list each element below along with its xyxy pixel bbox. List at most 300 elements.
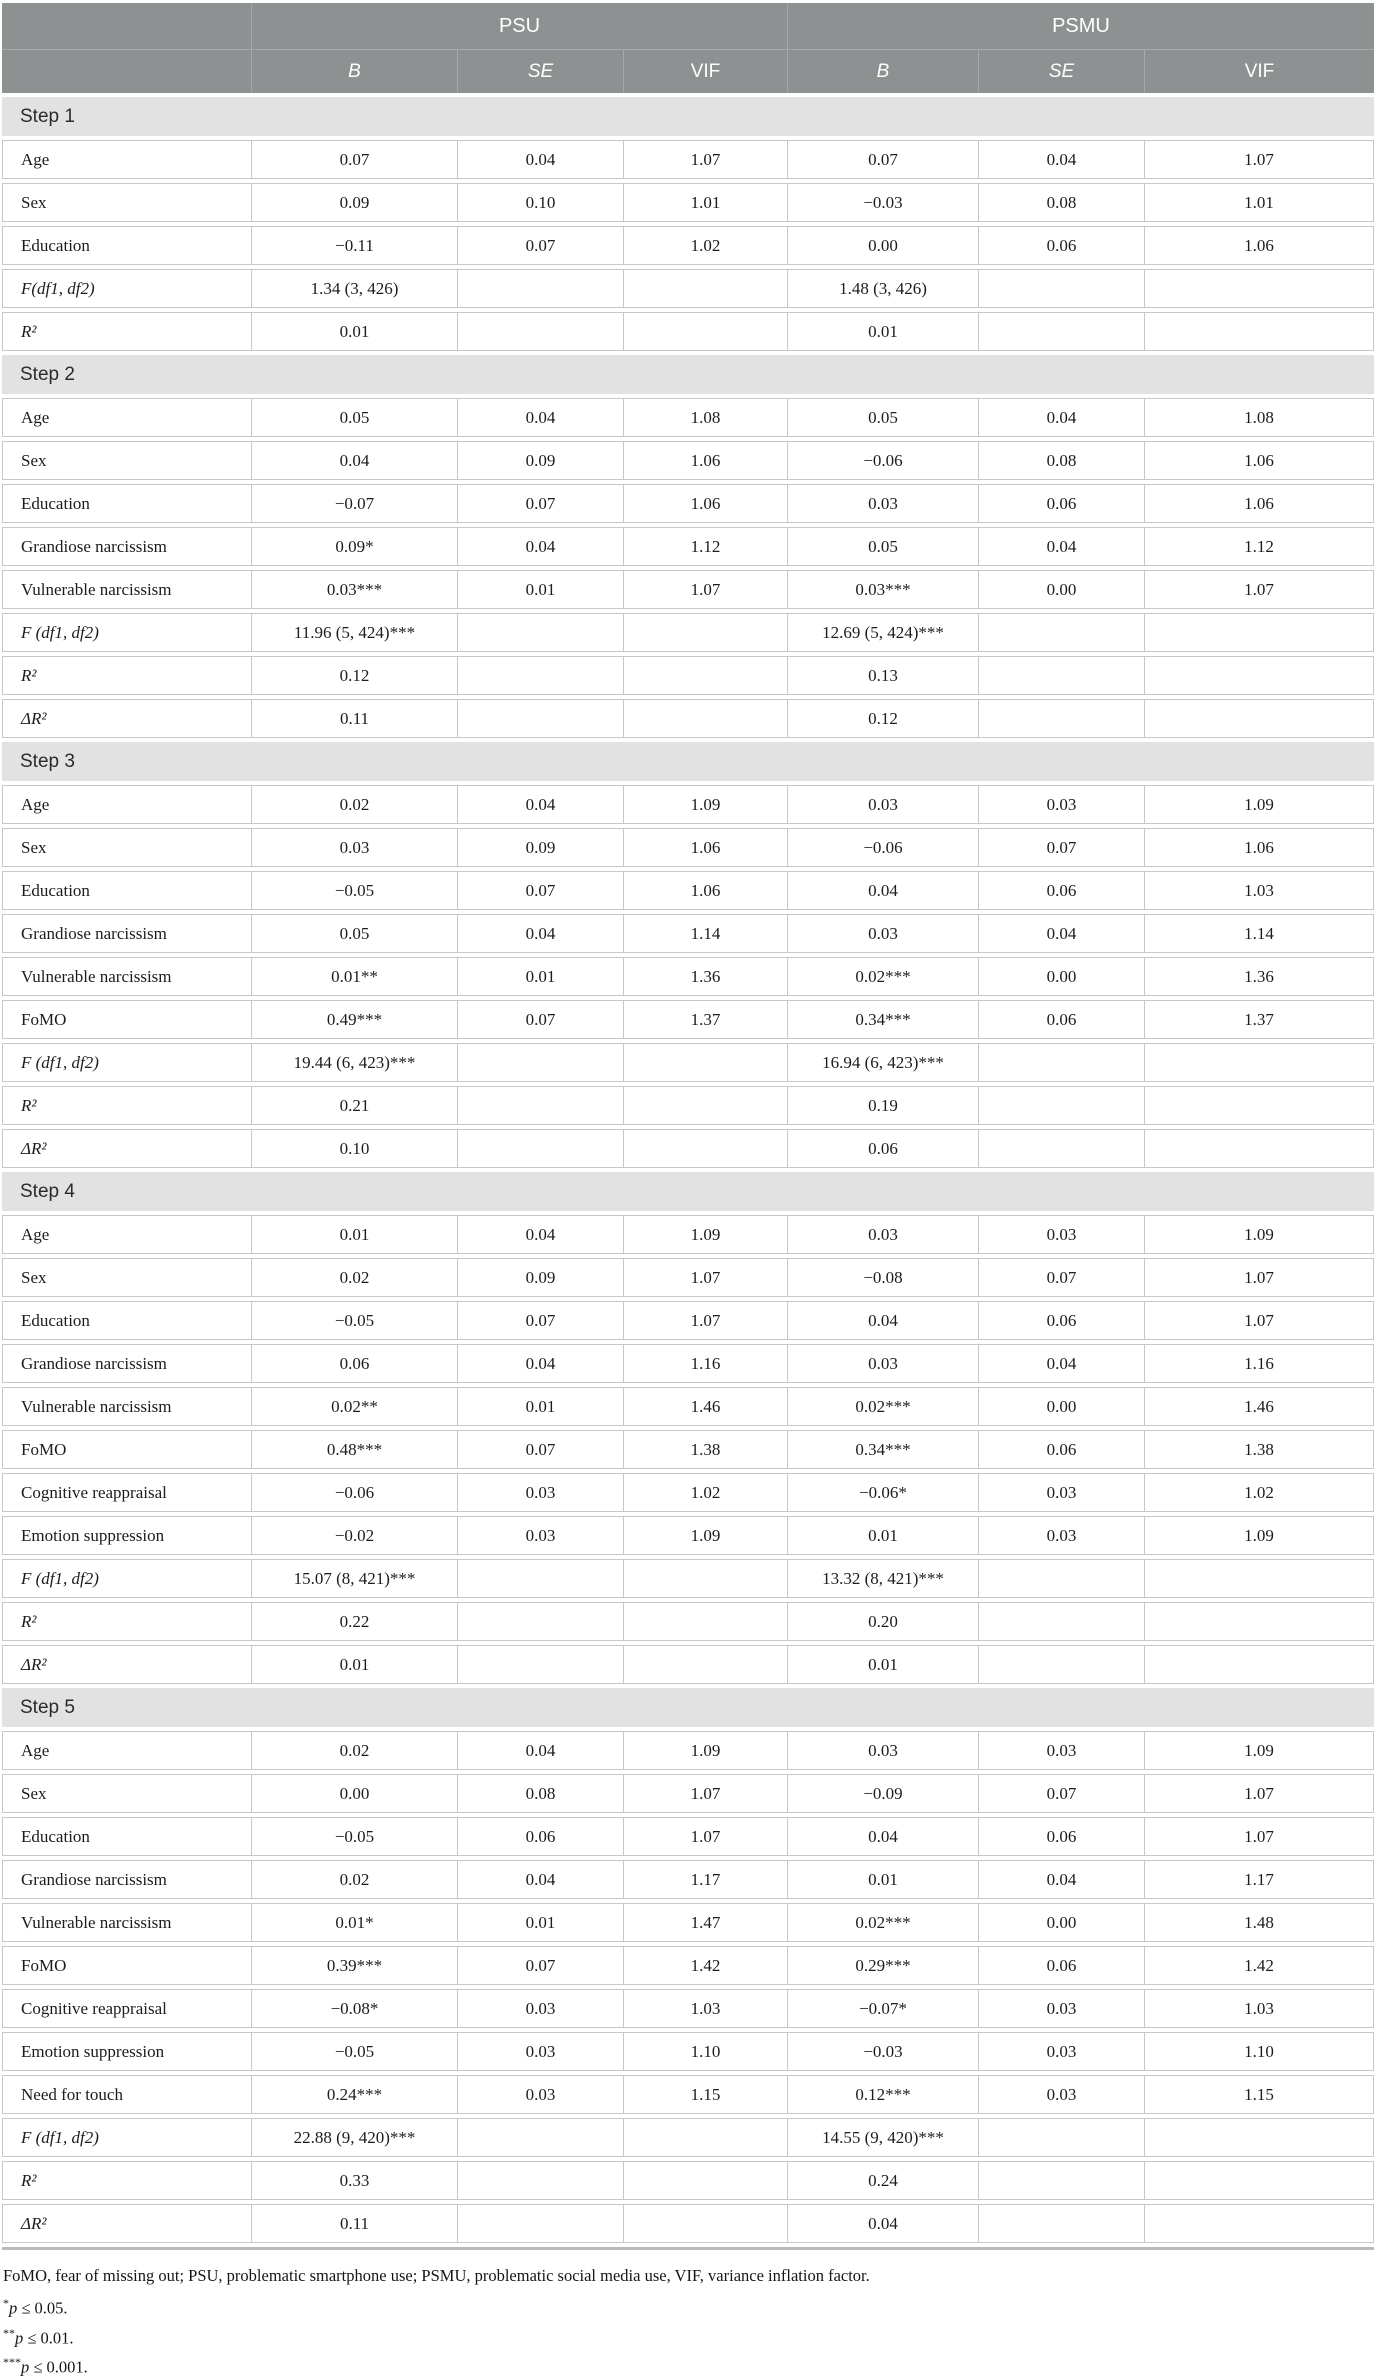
- row-label: Emotion suppression: [2, 1516, 251, 1555]
- table-cell: 0.04: [978, 1344, 1144, 1383]
- table-cell: [623, 1602, 787, 1641]
- table-row: [2, 570, 1374, 609]
- table-cell: 0.04: [251, 441, 457, 480]
- table-cell: [623, 1129, 787, 1168]
- row-label: ΔR²: [2, 1645, 251, 1684]
- table-cell: 0.24***: [251, 2075, 457, 2114]
- table-cell: 0.04: [457, 140, 623, 179]
- table-cell: 0.00: [978, 1387, 1144, 1426]
- table-cell: [1144, 1043, 1374, 1082]
- table-cell: [1144, 269, 1374, 308]
- table-cell: 0.03: [978, 2032, 1144, 2071]
- table-cell: 0.04: [787, 2204, 978, 2243]
- table-row: [2, 1946, 1374, 1985]
- table-cell: [457, 1645, 623, 1684]
- table-row: [2, 1774, 1374, 1813]
- table-cell: 0.03: [978, 1215, 1144, 1254]
- row-label: Age: [2, 1215, 251, 1254]
- table-cell: 0.00: [787, 226, 978, 265]
- row-label: Age: [2, 398, 251, 437]
- table-row: [2, 1903, 1374, 1942]
- table-cell: 0.34***: [787, 1000, 978, 1039]
- table-bottom-rule: [2, 2247, 1374, 2250]
- table-cell: 0.04: [787, 1817, 978, 1856]
- table-cell: 1.06: [623, 441, 787, 480]
- table-cell: [457, 1129, 623, 1168]
- table-cell: 0.12: [251, 656, 457, 695]
- table-cell: [1144, 656, 1374, 695]
- table-cell: 0.06: [978, 1301, 1144, 1340]
- table-cell: 0.11: [251, 2204, 457, 2243]
- table-cell: 0.04: [457, 785, 623, 824]
- table-cell: 0.03: [787, 1731, 978, 1770]
- table-cell: 1.46: [1144, 1387, 1374, 1426]
- subheader-b: B: [787, 50, 978, 93]
- table-row: [2, 1215, 1374, 1254]
- table-row: [2, 914, 1374, 953]
- table-cell: 12.69 (5, 424)***: [787, 613, 978, 652]
- table-cell: [978, 656, 1144, 695]
- table-row: [2, 613, 1374, 652]
- column-group-psmu: PSMU: [787, 3, 1374, 49]
- table-cell: [457, 613, 623, 652]
- table-cell: 0.04: [978, 140, 1144, 179]
- row-label: ΔR²: [2, 2204, 251, 2243]
- table-row: [2, 957, 1374, 996]
- table-cell: 0.06: [978, 484, 1144, 523]
- table-row: [2, 1000, 1374, 1039]
- table-cell: 0.04: [978, 398, 1144, 437]
- table-cell: 1.46: [623, 1387, 787, 1426]
- table-cell: 1.09: [1144, 1215, 1374, 1254]
- table-cell: [1144, 2118, 1374, 2157]
- table-cell: 1.09: [1144, 1731, 1374, 1770]
- corner-empty-cell: [2, 3, 251, 49]
- table-cell: 0.09: [457, 441, 623, 480]
- table-cell: 0.33: [251, 2161, 457, 2200]
- table-cell: 1.02: [623, 226, 787, 265]
- table-cell: 0.01: [251, 1645, 457, 1684]
- table-cell: −0.06: [787, 441, 978, 480]
- table-cell: 1.17: [1144, 1860, 1374, 1899]
- table-cell: [978, 1559, 1144, 1598]
- table-cell: 0.29***: [787, 1946, 978, 1985]
- table-cell: 0.03: [457, 2032, 623, 2071]
- table-cell: [1144, 2161, 1374, 2200]
- table-cell: 0.07: [978, 1258, 1144, 1297]
- table-cell: [457, 1602, 623, 1641]
- table-cell: 1.14: [623, 914, 787, 953]
- table-cell: 15.07 (8, 421)***: [251, 1559, 457, 1598]
- table-cell: 0.10: [251, 1129, 457, 1168]
- table-cell: 22.88 (9, 420)***: [251, 2118, 457, 2157]
- row-label: Education: [2, 871, 251, 910]
- table-cell: 0.12***: [787, 2075, 978, 2114]
- table-cell: [623, 2161, 787, 2200]
- step-section-header: Step 4: [2, 1172, 1374, 1211]
- table-cell: 0.07: [457, 226, 623, 265]
- table-cell: [1144, 613, 1374, 652]
- table-cell: 0.02***: [787, 1387, 978, 1426]
- table-cell: 0.34***: [787, 1430, 978, 1469]
- table-cell: 0.06: [251, 1344, 457, 1383]
- table-cell: [1144, 1645, 1374, 1684]
- table-cell: 1.03: [1144, 871, 1374, 910]
- table-cell: [978, 1129, 1144, 1168]
- table-row: [2, 2075, 1374, 2114]
- table-cell: −0.02: [251, 1516, 457, 1555]
- table-cell: 1.07: [623, 1301, 787, 1340]
- table-row: [2, 183, 1374, 222]
- table-cell: [978, 1043, 1144, 1082]
- subheader-vif: VIF: [1144, 50, 1374, 93]
- subheader-se: SE: [978, 50, 1144, 93]
- table-cell: 0.08: [978, 441, 1144, 480]
- table-cell: [457, 656, 623, 695]
- table-cell: [623, 699, 787, 738]
- row-label: Sex: [2, 441, 251, 480]
- table-cell: [623, 656, 787, 695]
- table-cell: 0.03: [457, 1516, 623, 1555]
- step-section-header: Step 5: [2, 1688, 1374, 1727]
- table-row: [2, 1516, 1374, 1555]
- table-cell: 1.09: [623, 1516, 787, 1555]
- table-cell: [978, 312, 1144, 351]
- table-cell: 0.04: [787, 1301, 978, 1340]
- table-cell: 0.03***: [787, 570, 978, 609]
- table-cell: 0.01: [787, 1516, 978, 1555]
- table-cell: [1144, 312, 1374, 351]
- table-cell: 0.24: [787, 2161, 978, 2200]
- table-cell: 1.07: [623, 1258, 787, 1297]
- table-cell: 0.04: [978, 914, 1144, 953]
- table-cell: 0.07: [251, 140, 457, 179]
- subheader-vif: VIF: [623, 50, 787, 93]
- table-cell: 0.06: [978, 1817, 1144, 1856]
- table-cell: 11.96 (5, 424)***: [251, 613, 457, 652]
- table-cell: 0.09*: [251, 527, 457, 566]
- table-cell: [457, 2204, 623, 2243]
- table-cell: 0.01: [251, 1215, 457, 1254]
- row-label: Age: [2, 1731, 251, 1770]
- table-cell: 0.06: [978, 1000, 1144, 1039]
- row-label: Education: [2, 1301, 251, 1340]
- significance-note: **p ≤ 0.01.: [3, 2325, 74, 2347]
- table-cell: 0.07: [978, 1774, 1144, 1813]
- table-cell: [978, 2118, 1144, 2157]
- table-row: [2, 1473, 1374, 1512]
- table-cell: 1.07: [623, 570, 787, 609]
- table-cell: 1.02: [623, 1473, 787, 1512]
- table-cell: 1.15: [1144, 2075, 1374, 2114]
- table-cell: 0.07: [457, 1301, 623, 1340]
- row-label: Grandiose narcissism: [2, 1860, 251, 1899]
- table-cell: 0.07: [457, 1430, 623, 1469]
- table-cell: 1.38: [623, 1430, 787, 1469]
- table-cell: 1.06: [1144, 484, 1374, 523]
- table-row: [2, 871, 1374, 910]
- row-label: Education: [2, 1817, 251, 1856]
- table-cell: 0.01: [457, 1903, 623, 1942]
- table-cell: [978, 2204, 1144, 2243]
- table-cell: −0.08*: [251, 1989, 457, 2028]
- row-label: Sex: [2, 828, 251, 867]
- table-cell: [623, 269, 787, 308]
- row-label: Grandiose narcissism: [2, 1344, 251, 1383]
- table-cell: 1.34 (3, 426): [251, 269, 457, 308]
- table-cell: 1.17: [623, 1860, 787, 1899]
- table-cell: 1.09: [623, 1731, 787, 1770]
- table-cell: 0.03: [787, 484, 978, 523]
- row-label: Vulnerable narcissism: [2, 1903, 251, 1942]
- table-cell: 0.06: [978, 1430, 1144, 1469]
- table-cell: 1.07: [1144, 1258, 1374, 1297]
- step-section-header: Step 1: [2, 97, 1374, 136]
- table-cell: −0.09: [787, 1774, 978, 1813]
- table-cell: 0.00: [978, 1903, 1144, 1942]
- table-cell: 0.03: [457, 2075, 623, 2114]
- table-cell: 0.01: [787, 312, 978, 351]
- table-cell: 1.16: [623, 1344, 787, 1383]
- table-cell: −0.06*: [787, 1473, 978, 1512]
- table-cell: 0.01: [457, 570, 623, 609]
- table-cell: [1144, 1129, 1374, 1168]
- table-cell: 1.08: [623, 398, 787, 437]
- table-cell: [457, 2118, 623, 2157]
- table-cell: [623, 2118, 787, 2157]
- step-section-header: Step 2: [2, 355, 1374, 394]
- hierarchical-regression-table: [2, 3, 1374, 2250]
- table-cell: 0.03: [457, 1989, 623, 2028]
- row-label: ΔR²: [2, 699, 251, 738]
- significance-note: ***p ≤ 0.001.: [3, 2355, 88, 2377]
- table-cell: [623, 1043, 787, 1082]
- table-row: [2, 527, 1374, 566]
- row-label: Sex: [2, 1258, 251, 1297]
- table-cell: 1.06: [623, 484, 787, 523]
- row-label: Emotion suppression: [2, 2032, 251, 2071]
- table-cell: 0.06: [787, 1129, 978, 1168]
- table-cell: 0.04: [787, 871, 978, 910]
- table-cell: 0.01: [457, 1387, 623, 1426]
- table-cell: 1.36: [1144, 957, 1374, 996]
- table-cell: −0.06: [251, 1473, 457, 1512]
- table-row: [2, 699, 1374, 738]
- table-cell: 1.42: [1144, 1946, 1374, 1985]
- table-cell: [1144, 1559, 1374, 1598]
- table-cell: 0.03: [978, 2075, 1144, 2114]
- row-label: F (df1, df2): [2, 613, 251, 652]
- table-cell: [978, 1086, 1144, 1125]
- table-cell: −0.03: [787, 2032, 978, 2071]
- table-cell: 1.16: [1144, 1344, 1374, 1383]
- row-label: Age: [2, 785, 251, 824]
- table-cell: 0.03: [978, 785, 1144, 824]
- table-cell: 0.03***: [251, 570, 457, 609]
- table-cell: 0.07: [457, 871, 623, 910]
- table-cell: [457, 269, 623, 308]
- row-label: Vulnerable narcissism: [2, 1387, 251, 1426]
- table-row: [2, 828, 1374, 867]
- table-cell: 1.07: [623, 1817, 787, 1856]
- table-cell: 0.09: [251, 183, 457, 222]
- table-cell: 0.05: [251, 914, 457, 953]
- table-cell: 0.07: [457, 1946, 623, 1985]
- row-label: Need for touch: [2, 2075, 251, 2114]
- table-cell: [457, 1559, 623, 1598]
- table-cell: 1.06: [1144, 828, 1374, 867]
- table-cell: 0.11: [251, 699, 457, 738]
- table-cell: 0.01: [787, 1645, 978, 1684]
- table-cell: [1144, 1602, 1374, 1641]
- table-cell: 0.04: [457, 1860, 623, 1899]
- table-cell: 1.06: [623, 828, 787, 867]
- table-row: [2, 1129, 1374, 1168]
- table-cell: −0.05: [251, 1817, 457, 1856]
- table-cell: 1.07: [1144, 140, 1374, 179]
- table-cell: [623, 1645, 787, 1684]
- table-cell: 0.48***: [251, 1430, 457, 1469]
- table-cell: 0.06: [978, 1946, 1144, 1985]
- table-cell: 0.06: [978, 871, 1144, 910]
- row-label: Vulnerable narcissism: [2, 570, 251, 609]
- table-cell: 1.03: [1144, 1989, 1374, 2028]
- table-row: [2, 441, 1374, 480]
- table-cell: 1.10: [623, 2032, 787, 2071]
- table-cell: 0.02***: [787, 957, 978, 996]
- table-cell: 0.13: [787, 656, 978, 695]
- table-cell: [457, 1086, 623, 1125]
- table-cell: 0.07: [787, 140, 978, 179]
- table-row: [2, 2161, 1374, 2200]
- table-cell: 13.32 (8, 421)***: [787, 1559, 978, 1598]
- table-cell: [1144, 699, 1374, 738]
- table-cell: [978, 699, 1144, 738]
- table-cell: 0.39***: [251, 1946, 457, 1985]
- row-label: Education: [2, 226, 251, 265]
- table-cell: −0.11: [251, 226, 457, 265]
- table-cell: [623, 613, 787, 652]
- column-group-psu: PSU: [251, 3, 787, 49]
- table-row: [2, 1430, 1374, 1469]
- table-row: [2, 785, 1374, 824]
- table-cell: 0.04: [457, 527, 623, 566]
- table-cell: 14.55 (9, 420)***: [787, 2118, 978, 2157]
- table-cell: 0.04: [978, 527, 1144, 566]
- abbreviation-note: FoMO, fear of missing out; PSU, problematic smartphone use; PSMU, problematic social media use, VIF, variance inflation factor.: [3, 2266, 870, 2285]
- table-cell: 0.01*: [251, 1903, 457, 1942]
- table-cell: 1.47: [623, 1903, 787, 1942]
- row-label: Grandiose narcissism: [2, 914, 251, 953]
- row-label: Education: [2, 484, 251, 523]
- table-cell: 0.04: [457, 1344, 623, 1383]
- table-cell: 0.06: [457, 1817, 623, 1856]
- table-cell: −0.07*: [787, 1989, 978, 2028]
- table-row: [2, 226, 1374, 265]
- table-row: [2, 1860, 1374, 1899]
- table-cell: 0.49***: [251, 1000, 457, 1039]
- table-cell: 0.08: [457, 1774, 623, 1813]
- table-cell: 1.38: [1144, 1430, 1374, 1469]
- table-cell: 0.06: [978, 226, 1144, 265]
- table-cell: [978, 269, 1144, 308]
- table-cell: 0.04: [457, 1731, 623, 1770]
- table-cell: 0.08: [978, 183, 1144, 222]
- subheader-b: B: [251, 50, 457, 93]
- table-cell: 0.22: [251, 1602, 457, 1641]
- table-footnotes: [3, 2263, 1376, 2380]
- table-cell: 0.01: [457, 957, 623, 996]
- table-row: [2, 2204, 1374, 2243]
- table-cell: [623, 312, 787, 351]
- table-row: [2, 1301, 1374, 1340]
- table-cell: 1.09: [623, 785, 787, 824]
- row-label: F (df1, df2): [2, 1043, 251, 1082]
- table-cell: −0.05: [251, 1301, 457, 1340]
- row-label: ΔR²: [2, 1129, 251, 1168]
- table-cell: 1.10: [1144, 2032, 1374, 2071]
- subheader-empty-cell: [2, 50, 251, 93]
- table-cell: 19.44 (6, 423)***: [251, 1043, 457, 1082]
- table-cell: 1.07: [1144, 1817, 1374, 1856]
- table-cell: 0.04: [457, 398, 623, 437]
- table-cell: 0.03: [787, 1215, 978, 1254]
- table-cell: 1.09: [1144, 1516, 1374, 1555]
- table-cell: −0.08: [787, 1258, 978, 1297]
- table-cell: 0.01: [251, 312, 457, 351]
- table-subheader-row: [2, 49, 1374, 93]
- table-cell: 0.03: [978, 1516, 1144, 1555]
- table-row: [2, 1344, 1374, 1383]
- table-cell: 1.07: [623, 1774, 787, 1813]
- row-label: F (df1, df2): [2, 2118, 251, 2157]
- table-cell: −0.06: [787, 828, 978, 867]
- table-row: [2, 1387, 1374, 1426]
- table-cell: [623, 1559, 787, 1598]
- table-cell: 1.36: [623, 957, 787, 996]
- table-cell: 0.05: [787, 527, 978, 566]
- table-cell: 0.02***: [787, 1903, 978, 1942]
- table-cell: 1.02: [1144, 1473, 1374, 1512]
- table-row: [2, 1989, 1374, 2028]
- table-cell: [978, 2161, 1144, 2200]
- table-row: [2, 2032, 1374, 2071]
- table-cell: 0.03: [978, 1473, 1144, 1512]
- table-cell: 1.12: [1144, 527, 1374, 566]
- table-cell: 1.48: [1144, 1903, 1374, 1942]
- table-row: [2, 2118, 1374, 2157]
- table-cell: 1.01: [623, 183, 787, 222]
- table-cell: 0.05: [787, 398, 978, 437]
- table-cell: [978, 1602, 1144, 1641]
- table-cell: 0.03: [978, 1731, 1144, 1770]
- table-group-header-row: [2, 3, 1374, 49]
- row-label: R²: [2, 1602, 251, 1641]
- table-cell: 0.04: [457, 914, 623, 953]
- table-cell: [978, 1645, 1144, 1684]
- table-cell: 1.37: [623, 1000, 787, 1039]
- row-label: Cognitive reappraisal: [2, 1473, 251, 1512]
- table-row: [2, 1602, 1374, 1641]
- table-cell: 0.00: [978, 570, 1144, 609]
- table-cell: 0.09: [457, 828, 623, 867]
- significance-note: *p ≤ 0.05.: [3, 2296, 68, 2318]
- table-cell: [623, 1086, 787, 1125]
- table-cell: 1.01: [1144, 183, 1374, 222]
- table-cell: [457, 312, 623, 351]
- row-label: R²: [2, 1086, 251, 1125]
- row-label: Grandiose narcissism: [2, 527, 251, 566]
